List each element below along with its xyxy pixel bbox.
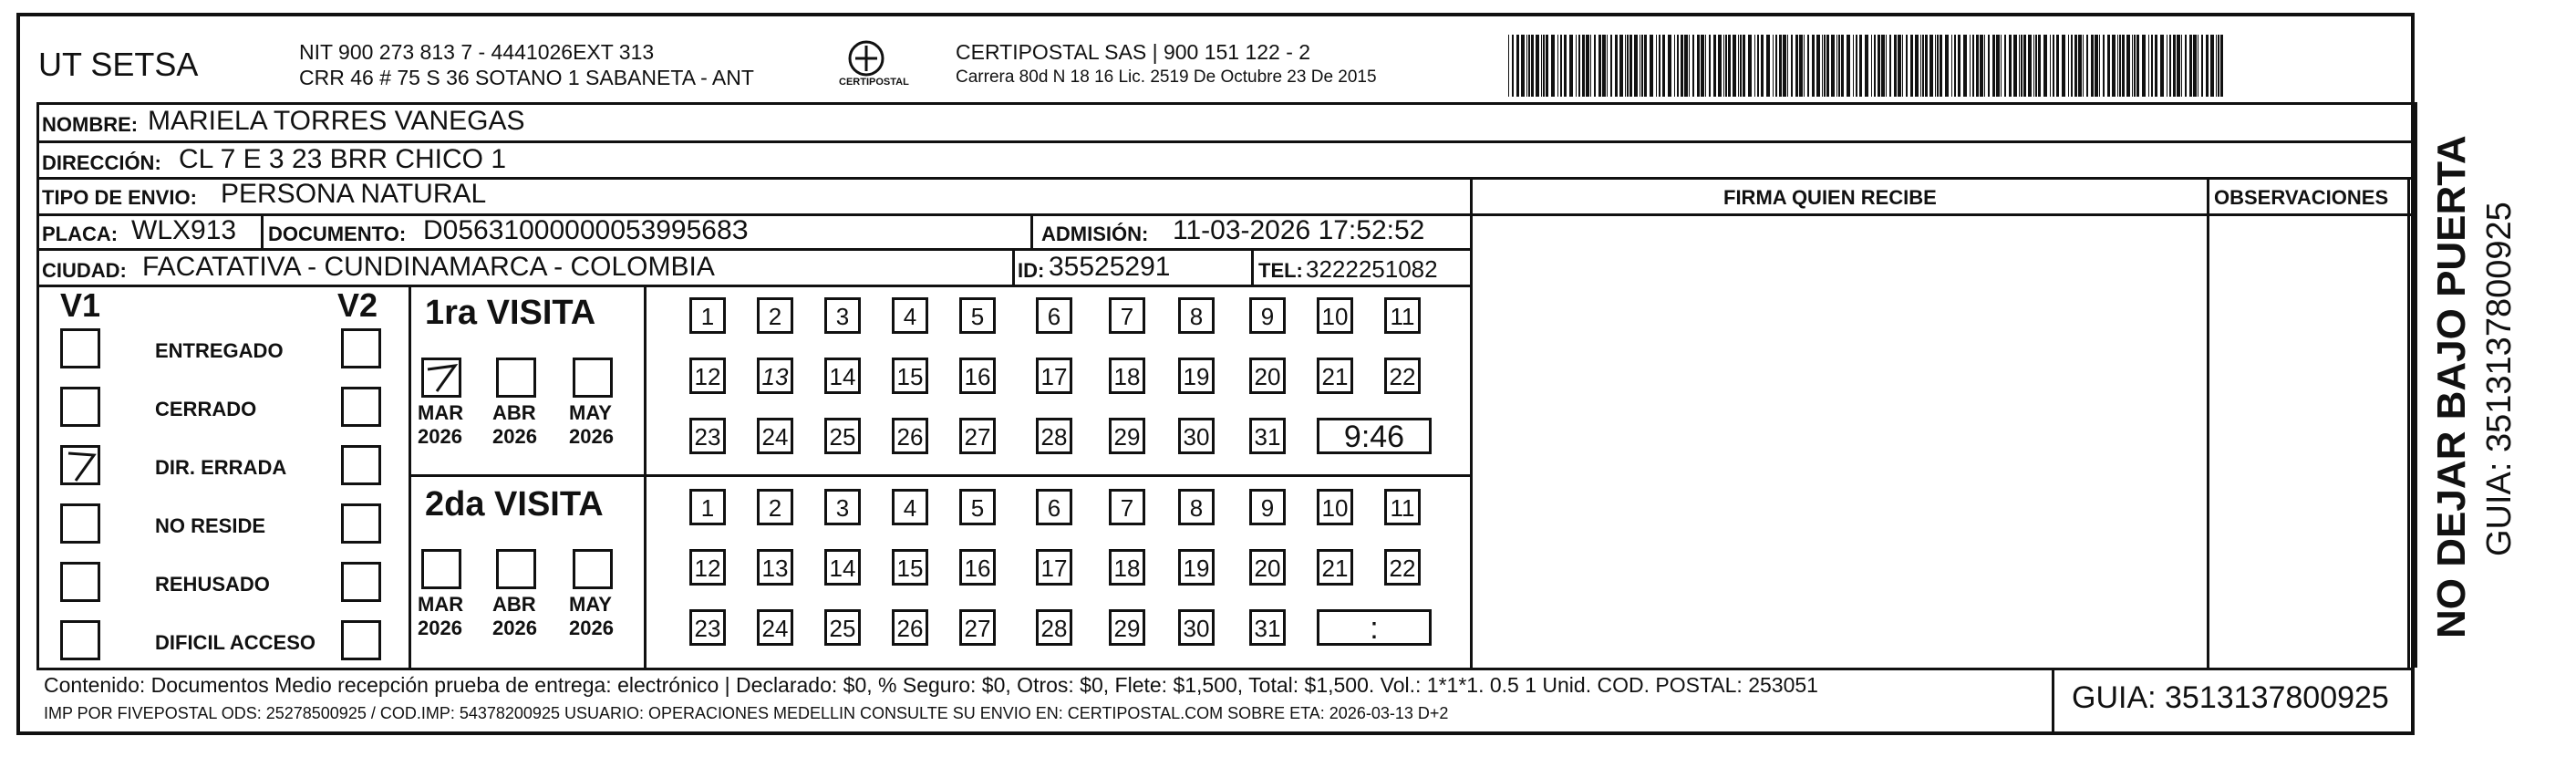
visit1-month-label: ABR [492, 401, 536, 424]
visit1-day-box[interactable]: 11 [1384, 297, 1421, 334]
visit2-month-label: MAR [418, 593, 464, 616]
visit2-day-box[interactable]: 24 [757, 609, 793, 646]
visit2-day-box[interactable]: 28 [1036, 609, 1072, 646]
status-label: REHUSADO [155, 573, 270, 596]
visit1-day-box[interactable]: 18 [1109, 358, 1145, 394]
visit1-month-checkbox[interactable] [496, 358, 536, 398]
v2-checkbox[interactable] [341, 562, 381, 602]
visit2-month-checkbox[interactable] [496, 549, 536, 589]
v1-checkbox[interactable] [60, 562, 100, 602]
visit1-month-checkbox[interactable] [421, 358, 461, 398]
visit2-day-box[interactable]: 6 [1036, 489, 1072, 525]
visit2-day-box[interactable]: 17 [1036, 549, 1072, 586]
barcode [1506, 35, 2227, 97]
visit2-day-box[interactable]: 30 [1178, 609, 1215, 646]
visit2-year-label: 2026 [492, 617, 537, 639]
certipostal-logo [837, 36, 909, 95]
visit2-day-box[interactable]: 3 [824, 489, 861, 525]
visit2-day-box[interactable]: 19 [1178, 549, 1215, 586]
status-label: NO RESIDE [155, 514, 266, 537]
visit2-day-box[interactable]: 10 [1317, 489, 1353, 525]
placa-value: WLX913 [131, 215, 237, 245]
certipostal-name: CERTIPOSTAL SAS | 900 151 122 - 2 [956, 40, 1311, 64]
v1-checkbox[interactable] [60, 328, 100, 368]
visit1-day-box[interactable]: 30 [1178, 418, 1215, 454]
visit1-day-box[interactable]: 27 [959, 418, 996, 454]
visit1-day-box[interactable]: 19 [1178, 358, 1215, 394]
visit2-day-box[interactable]: 1 [689, 489, 726, 525]
visit1-day-box[interactable]: 31 [1249, 418, 1286, 454]
tel-label: TEL: [1258, 259, 1303, 282]
visit1-day-box[interactable]: 21 [1317, 358, 1353, 394]
visit1-day-box[interactable]: 15 [892, 358, 928, 394]
visit1-day-box[interactable]: 4 [892, 297, 928, 334]
status-label: ENTREGADO [155, 339, 284, 362]
visit2-year-label: 2026 [418, 617, 462, 639]
v1-label: V1 [60, 286, 101, 324]
visit1-day-box[interactable]: 8 [1178, 297, 1215, 334]
visit1-day-box[interactable]: 1 [689, 297, 726, 334]
company-nit: NIT 900 273 813 7 - 4441026EXT 313 [299, 40, 655, 64]
visit1-day-box[interactable]: 22 [1384, 358, 1421, 394]
visit2-day-box[interactable]: 2 [757, 489, 793, 525]
v1-checkbox[interactable] [60, 503, 100, 544]
visit1-day-box[interactable]: 6 [1036, 297, 1072, 334]
visit2-month-checkbox[interactable] [573, 549, 613, 589]
side-no-dejar: NO DEJAR BAJO PUERTA [2429, 135, 2474, 638]
tipo-envio-value: PERSONA NATURAL [221, 179, 487, 209]
visit2-year-label: 2026 [569, 617, 614, 639]
company-address: CRR 46 # 75 S 36 SOTANO 1 SABANETA - ANT [299, 66, 754, 89]
visit2-month-label: MAY [569, 593, 612, 616]
visit2-day-box[interactable]: 5 [959, 489, 996, 525]
v2-checkbox[interactable] [341, 620, 381, 660]
firma-column-header: FIRMA QUIEN RECIBE [1723, 186, 1937, 209]
direccion-label: DIRECCIÓN: [42, 151, 161, 174]
side-guia: GUIA: 3513137800925 [2480, 202, 2519, 556]
visit1-day-box[interactable]: 14 [824, 358, 861, 394]
visit1-year-label: 2026 [569, 425, 614, 448]
visit2-day-box[interactable]: 8 [1178, 489, 1215, 525]
visit2-day-box[interactable]: 23 [689, 609, 726, 646]
v1-checkbox[interactable] [60, 620, 100, 660]
ciudad-value: FACATATIVA - CUNDINAMARCA - COLOMBIA [142, 252, 715, 282]
admision-label: ADMISIÓN: [1041, 223, 1149, 245]
visit1-day-box[interactable]: 17 [1036, 358, 1072, 394]
footer-imp: IMP POR FIVEPOSTAL ODS: 25278500925 / COD.IMP: 54378200925 USUARIO: OPERACIONES MEDELLIN CONSULTE SU ENVIO EN: CERTIPOSTAL.COM SOBRE ETA: 2026-03-13 D+2 [44, 704, 1449, 722]
visit1-day-box[interactable]: 29 [1109, 418, 1145, 454]
v1-checkbox[interactable] [60, 445, 100, 485]
visit2-day-box[interactable]: 7 [1109, 489, 1145, 525]
visit1-year-label: 2026 [418, 425, 462, 448]
visit1-day-box[interactable]: 10 [1317, 297, 1353, 334]
visit1-month-checkbox[interactable] [573, 358, 613, 398]
visit1-day-box[interactable]: 28 [1036, 418, 1072, 454]
footer-contenido: Contenido: Documentos Medio recepción prueba de entrega: electrónico | Declarado: $0, % Seguro: $0, Otros: $0, Flete: $1,500, Total: $1,500. Vol.: 1*1*1. 0.5 1 Unid. COD. POSTAL: 253051 [44, 673, 1818, 697]
visit2-month-checkbox[interactable] [421, 549, 461, 589]
visit2-month-label: ABR [492, 593, 536, 616]
placa-label: PLACA: [42, 223, 119, 245]
visit2-day-box[interactable]: 18 [1109, 549, 1145, 586]
visit1-day-box[interactable]: 20 [1249, 358, 1286, 394]
visit2-day-box[interactable]: 22 [1384, 549, 1421, 586]
logo-text: CERTIPOSTAL [839, 77, 909, 88]
visit1-day-box[interactable]: 7 [1109, 297, 1145, 334]
visit2-day-box[interactable]: 25 [824, 609, 861, 646]
visit1-day-box[interactable]: 13 [757, 358, 793, 394]
status-label: DIR. ERRADA [155, 456, 287, 479]
v2-checkbox[interactable] [341, 503, 381, 544]
nombre-label: NOMBRE: [42, 113, 139, 136]
visit1-day-box[interactable]: 5 [959, 297, 996, 334]
tel-value: 3222251082 [1306, 255, 1438, 283]
visit1-month-label: MAY [569, 401, 612, 424]
visit1-month-label: MAR [418, 401, 464, 424]
v2-checkbox[interactable] [341, 445, 381, 485]
ciudad-label: CIUDAD: [42, 259, 127, 282]
v2-checkbox[interactable] [341, 387, 381, 427]
v2-label: V2 [337, 286, 378, 324]
visit1-day-box[interactable]: 23 [689, 418, 726, 454]
observaciones-column-header: OBSERVACIONES [2214, 186, 2389, 209]
direccion-value: CL 7 E 3 23 BRR CHICO 1 [179, 144, 507, 174]
visit2-day-box[interactable]: 11 [1384, 489, 1421, 525]
visit1-day-box[interactable]: 12 [689, 358, 726, 394]
footer-guia: GUIA: 3513137800925 [2072, 680, 2389, 715]
visit2-day-box[interactable]: 29 [1109, 609, 1145, 646]
v2-checkbox[interactable] [341, 328, 381, 368]
visit1-day-box[interactable]: 26 [892, 418, 928, 454]
id-value: 35525291 [1049, 252, 1171, 282]
visit2-day-box[interactable]: 21 [1317, 549, 1353, 586]
documento-value: D0563100000005399568З [423, 215, 749, 245]
visit1-day-box[interactable]: 24 [757, 418, 793, 454]
visit1-day-box[interactable]: 25 [824, 418, 861, 454]
visit2-day-box[interactable]: 9 [1249, 489, 1286, 525]
company-name: UT SETSA [38, 46, 199, 83]
status-label: DIFICIL ACCESO [155, 631, 316, 654]
visit2-day-box[interactable]: 4 [892, 489, 928, 525]
visit2-day-box[interactable]: 27 [959, 609, 996, 646]
documento-label: DOCUMENTO: [268, 223, 407, 245]
visit2-day-box[interactable]: 31 [1249, 609, 1286, 646]
visit1-day-box[interactable]: 9 [1249, 297, 1286, 334]
visit2-time-box[interactable]: : [1317, 609, 1432, 646]
visit1-day-box[interactable]: 2 [757, 297, 793, 334]
visit1-time-box[interactable]: 9:46 [1317, 418, 1432, 454]
visit2-day-box[interactable]: 16 [959, 549, 996, 586]
certipostal-license: Carrera 80d N 18 16 Lic. 2519 De Octubre 23 De 2015 [956, 67, 1377, 87]
id-label: ID: [1018, 259, 1045, 282]
status-label: CERRADO [155, 398, 257, 420]
visit1-day-box[interactable]: 16 [959, 358, 996, 394]
visit2-day-box[interactable]: 14 [824, 549, 861, 586]
nombre-value: MARIELA TORRES VANEGAS [148, 106, 525, 136]
visit2-day-box[interactable]: 12 [689, 549, 726, 586]
visit2-title: 2da VISITA [425, 485, 604, 524]
visit2-day-box[interactable]: 15 [892, 549, 928, 586]
visit1-year-label: 2026 [492, 425, 537, 448]
visit2-day-box[interactable]: 20 [1249, 549, 1286, 586]
admision-value: 11-03-2026 17:52:52 [1173, 215, 1425, 245]
visit1-title: 1ra VISITA [425, 294, 596, 332]
visit2-day-box[interactable]: 13 [757, 549, 793, 586]
visit1-day-box[interactable]: 3 [824, 297, 861, 334]
v1-checkbox[interactable] [60, 387, 100, 427]
visit2-day-box[interactable]: 26 [892, 609, 928, 646]
tipo-envio-label: TIPO DE ENVIO: [42, 186, 197, 209]
